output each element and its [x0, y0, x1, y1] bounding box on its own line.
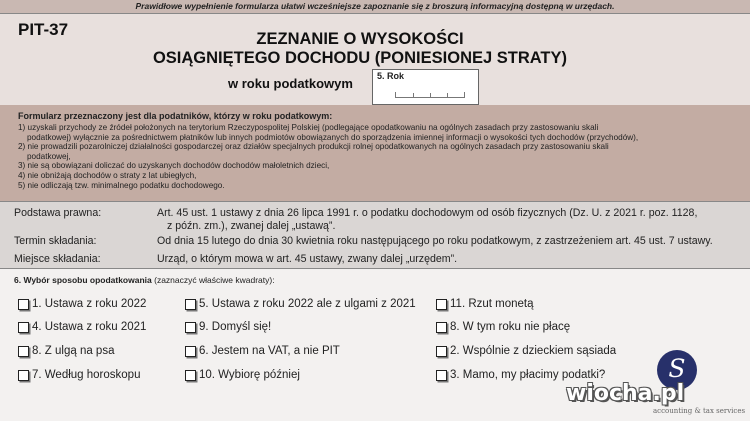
checkbox-icon[interactable] — [18, 299, 29, 310]
option-checkbox[interactable] — [18, 345, 114, 357]
intended-item: podatkowej, — [27, 151, 71, 161]
option-checkbox[interactable] — [185, 298, 416, 310]
option-checkbox[interactable] — [436, 369, 605, 381]
year-input-field[interactable] — [372, 69, 479, 105]
option-label: 9. Domyśl się! — [199, 321, 272, 333]
option-checkbox[interactable] — [18, 298, 146, 310]
option-label: 8. Z ulgą na psa — [32, 345, 115, 357]
checkbox-icon[interactable] — [18, 370, 29, 381]
intended-item: 1) uzyskali przychody ze źródeł położonych na terytorium Rzeczypospolitej Polskiej (podlegające opodatkowaniu na ogólnych zasadach przy zastosowaniu skali — [18, 123, 599, 132]
intended-item: 3) nie są obowiązani doliczać do uzyskanych dochodów dochodów małoletnich dzieci, — [18, 161, 330, 171]
intended-item: podatkowej) wyłącznie za pośrednictwem płatników lub innych podmiotów obowiązanych do sporządzenia imiennej informacji o wysokości tych dochodów (przychodów), — [27, 132, 639, 142]
year-field-label: 5. Rok — [377, 71, 405, 81]
checkbox-icon[interactable] — [436, 299, 447, 310]
checkbox-icon[interactable] — [436, 370, 447, 381]
option-label: 2. Wspólnie z dzieckiem sąsiada — [450, 345, 617, 357]
year-digit-ticks — [395, 92, 465, 98]
option-label: 6. Jestem na VAT, a nie PIT — [199, 345, 340, 357]
form-header — [0, 13, 750, 106]
checkbox-icon[interactable] — [185, 346, 196, 357]
option-checkbox[interactable] — [436, 345, 616, 357]
logo-caption: accounting & tax services — [653, 407, 746, 415]
checkbox-icon[interactable] — [185, 299, 196, 310]
checkbox-icon[interactable] — [185, 322, 196, 333]
deadline-label: Termin składania: — [14, 235, 97, 247]
option-checkbox[interactable] — [185, 345, 340, 357]
intended-item: 5) nie odliczają tzw. minimalnego podatku dochodowego. — [18, 180, 225, 190]
option-checkbox[interactable] — [18, 321, 146, 333]
tax-method-title — [14, 275, 275, 285]
legal-section — [0, 202, 750, 269]
option-label: 11. Rzut monetą — [450, 298, 534, 310]
option-label: 1. Ustawa z roku 2022 — [32, 298, 147, 310]
checkbox-icon[interactable] — [18, 346, 29, 357]
intended-list — [18, 123, 730, 190]
option-checkbox[interactable] — [185, 369, 300, 381]
intended-for-section — [0, 105, 750, 202]
intended-title: Formularz przeznaczony jest dla podatników, którzy w roku podatkowym: — [18, 111, 333, 121]
place-value: Urząd, o którym mowa w art. 45 ustawy, zwany dalej „urzędem”. — [157, 253, 458, 265]
option-checkbox[interactable] — [436, 321, 570, 333]
option-label: 4. Ustawa z roku 2021 — [32, 321, 147, 333]
tax-method-title-note: (zaznaczyć właściwe kwadraty): — [151, 275, 275, 285]
form-title — [150, 30, 570, 68]
option-label: 5. Ustawa z roku 2022 ale z ulgami z 2021 — [199, 298, 416, 310]
checkbox-icon[interactable] — [436, 346, 447, 357]
tax-year-label: w roku podatkowym — [228, 76, 353, 91]
legal-basis-value — [157, 207, 742, 232]
checkbox-icon[interactable] — [18, 322, 29, 333]
place-label: Miejsce składania: — [14, 253, 101, 265]
option-label: 3. Mamo, my płacimy podatki? — [450, 369, 606, 381]
checkbox-icon[interactable] — [185, 370, 196, 381]
checkbox-icon[interactable] — [436, 322, 447, 333]
option-checkbox[interactable] — [436, 298, 534, 310]
form-title-line2: OSIĄGNIĘTEGO DOCHODU (PONIESIONEJ STRATY) — [152, 49, 568, 67]
form-title-line1: ZEZNANIE O WYSOKOŚCI — [256, 30, 464, 48]
intended-item: 2) nie prowadzili pozarolniczej działalności gospodarczej oraz działów specjalnych produkcji rolnej opodatkowanych na ogólnych zasadach przy zastosowaniu skali — [18, 142, 609, 152]
option-checkbox[interactable] — [185, 321, 271, 333]
tax-method-title-bold: 6. Wybór sposobu opodatkowania — [14, 275, 152, 285]
company-logo-icon: S — [657, 350, 697, 390]
legal-basis-line2: z późn. zm.), zwanej dalej „ustawą”. — [167, 219, 336, 232]
watermark: wiocha.pl — [566, 381, 685, 406]
intended-item: 4) nie obniżają dochodów o straty z lat ubiegłych, — [18, 170, 197, 180]
legal-basis-line1: Art. 45 ust. 1 ustawy z dnia 26 lipca 1991 r. o podatku dochodowym od osób fizycznych (Dz. U. z 2021 r. poz. 1128, — [157, 207, 698, 219]
option-checkbox[interactable] — [18, 369, 140, 381]
legal-basis-label: Podstawa prawna: — [14, 207, 102, 219]
option-label: 10. Wybiorę później — [199, 369, 300, 381]
deadline-value: Od dnia 15 lutego do dnia 30 kwietnia roku następującego po roku podatkowym, z zastrzeżeniem art. 45 ust. 7 ustawy. — [157, 235, 713, 247]
form-code: PIT-37 — [18, 20, 69, 39]
top-note: Prawidłowe wypełnienie formularza ułatwi wcześniejsze zapoznanie się z broszurą informacyjną dostępną w urzędach. — [0, 0, 750, 13]
option-label: 8. W tym roku nie płacę — [450, 321, 571, 333]
option-label: 7. Według horoskopu — [32, 369, 141, 381]
